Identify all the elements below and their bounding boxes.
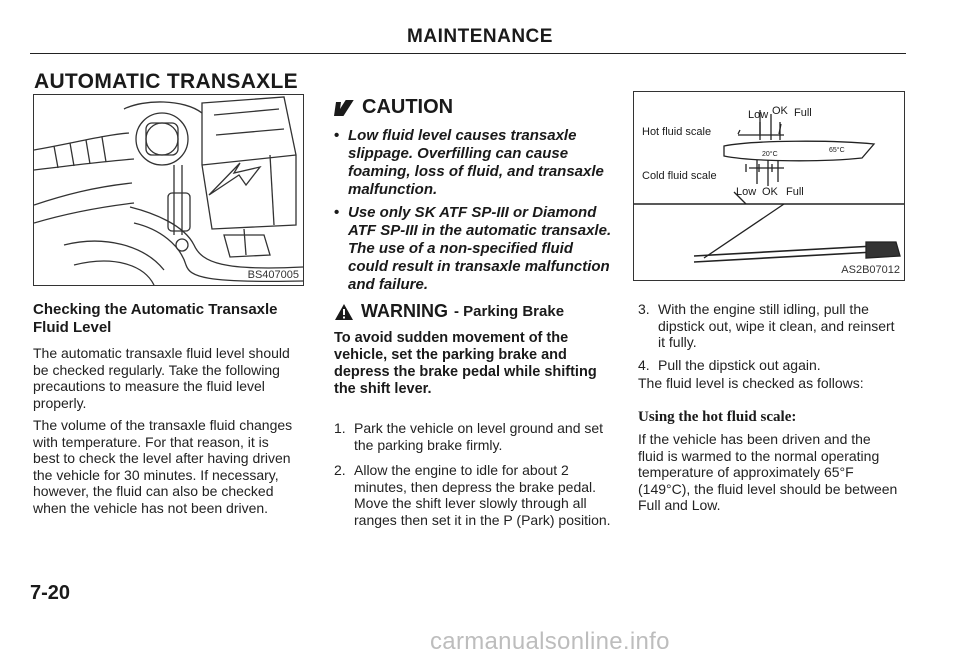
- step-item: 2. Allow the engine to idle for about 2 minutes, then depress the brake pedal. Move the shift lever slowly through all ranges then set it in the P (Park) position.: [334, 462, 611, 528]
- checking-heading-line1: Checking the Automatic Transaxle: [33, 301, 278, 318]
- header-rule: [30, 53, 906, 54]
- caution-hand-icon: [334, 98, 354, 118]
- cold-fluid-scale-label: Cold fluid scale: [642, 170, 717, 182]
- engine-illustration: [34, 95, 303, 285]
- figure-code: AS2B07012: [841, 264, 900, 276]
- scale-label-full-bottom: Full: [786, 186, 804, 198]
- caution-box: [334, 96, 624, 299]
- engine-illustration-figure: [33, 94, 304, 286]
- bullet-dot-icon: •: [334, 204, 340, 221]
- fluid-check-intro: The fluid level is checked as follows:: [638, 375, 864, 391]
- watermark: carmanualsonline.info: [430, 628, 670, 655]
- warning-word: WARNING: [361, 301, 448, 321]
- scale-label-ok-top: OK: [772, 105, 788, 117]
- caution-item: • Use only SK ATF SP-III or Diamond ATF SP-III in the automatic transaxle. The use of a non-specified fluid could result in transaxle malfunction and failure.: [334, 204, 612, 293]
- figure-code: BS407005: [247, 269, 299, 281]
- caution-title: CAUTION: [362, 96, 454, 118]
- caution-list: [334, 127, 614, 294]
- warning-header: [334, 301, 624, 322]
- step-item: 3. With the engine still idling, pull the dipstick out, wipe it clean, and reinsert it fully.: [638, 301, 895, 350]
- warning-subtitle: - Parking Brake: [454, 303, 565, 320]
- warning-box: [334, 301, 624, 398]
- warning-body: To avoid sudden movement of the vehicle, set the parking brake and depress the brake pedal while shifting the shift lever.: [334, 330, 597, 397]
- dipstick-scale-figure: [633, 91, 905, 281]
- step-item: 1. Park the vehicle on level ground and set the parking brake firmly.: [334, 420, 604, 453]
- steps-list-right: [638, 301, 904, 377]
- step-item: 4. Pull the dipstick out again.: [638, 356, 821, 373]
- scale-label-full-top: Full: [794, 107, 812, 119]
- checking-section: [33, 301, 313, 516]
- temp-hot-label: 65°C: [829, 147, 845, 154]
- caution-header: [334, 96, 624, 119]
- checking-paragraph-2: The volume of the transaxle fluid changes with temperature. For that reason, it is best to check the level after having driven the vehicle for 30 minutes. If necessary, however, the fluid can also be checked when the vehicle has not been driven.: [33, 417, 293, 516]
- scale-label-ok-bottom: OK: [762, 186, 778, 198]
- section-title: AUTOMATIC TRANSAXLE: [34, 70, 298, 93]
- caution-item: • Low fluid level causes transaxle slippage. Overfilling can cause foaming, loss of fluid, and transaxle malfunction.: [334, 127, 604, 198]
- hot-fluid-scale-label: Hot fluid scale: [642, 126, 712, 138]
- scale-label-low-bottom: Low: [736, 186, 757, 198]
- temp-cold-label: 20°C: [762, 151, 778, 158]
- page-number: 7-20: [30, 582, 71, 604]
- hot-scale-text: If the vehicle has been driven and the fluid is warmed to the normal operating temperature of approximately 65°F (149°C), the fluid level should be between Full and Low.: [638, 431, 898, 513]
- steps-list-middle: [334, 420, 614, 537]
- checking-heading-line2: Fluid Level: [33, 319, 112, 336]
- page-header-title: MAINTENANCE: [407, 26, 553, 47]
- bullet-dot-icon: •: [334, 127, 340, 144]
- scale-label-low-top: Low: [748, 109, 769, 121]
- warning-triangle-icon: [334, 303, 354, 321]
- hot-scale-heading: Using the hot fluid scale:: [638, 409, 797, 425]
- checking-paragraph-1: The automatic transaxle fluid level should be checked regularly. Take the following precautions to measure the fluid level properly.: [33, 345, 290, 411]
